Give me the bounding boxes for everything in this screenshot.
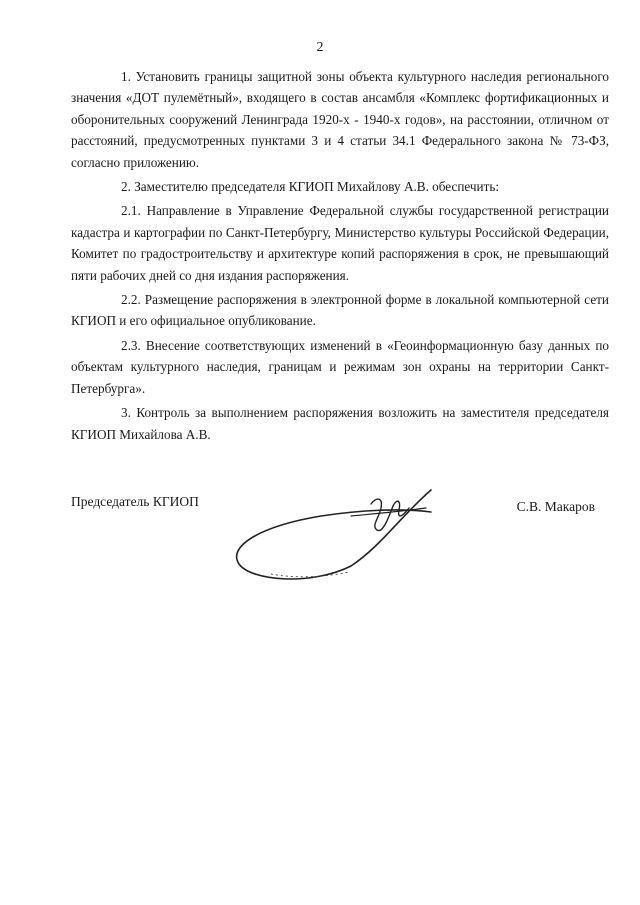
signature-block: [71, 494, 609, 594]
paragraph-2-1: 2.1. Направление в Управление Федеральной службы государственной регистрации кадастра и картографии по Санкт-Петербургу, Министерство культуры Российской Федерации, Комитет по градостроительству и архитектуре копий распоряжения в срок, не превышающий пяти рабочих дней со дня издания распоряжения.: [71, 203, 609, 283]
page-number: 2: [316, 40, 324, 55]
handwritten-signature: [231, 486, 451, 586]
signer-name: С.В. Макаров: [516, 499, 595, 514]
paragraph-2-3: 2.3. Внесение соответствующих изменений в «Геоинформационную базу данных по объектам культурного наследия, границам и режимам зон охраны на территории Санкт-Петербурга».: [71, 337, 609, 396]
paragraph-2: 2. Заместителю председателя КГИОП Михайлову А.В. обеспечить:: [121, 179, 500, 195]
paragraph-1: 1. Установить границы защитной зоны объекта культурного наследия регионального значения «ДОТ пулемётный», входящего в состав ансамбля «Комплекс фортификационных и оборонительных сооружений Ленинграда 1920-х - 1940-х годов», на расстоянии, отличном от расстояний, предусмотренных пунктами 3 и 4 статьи 34.1 Федерального закона № 73-ФЗ, согласно приложению.: [71, 69, 609, 170]
signer-title: Председатель КГИОП: [71, 494, 199, 509]
paragraph-2-2: 2.2. Размещение распоряжения в электронной форме в локальной компьютерной сети КГИОП и его официальное опубликование.: [71, 292, 609, 329]
paragraph-3: 3. Контроль за выполнением распоряжения возложить на заместителя председателя КГИОП Михайлова А.В.: [71, 405, 609, 442]
document-body: [71, 66, 609, 448]
